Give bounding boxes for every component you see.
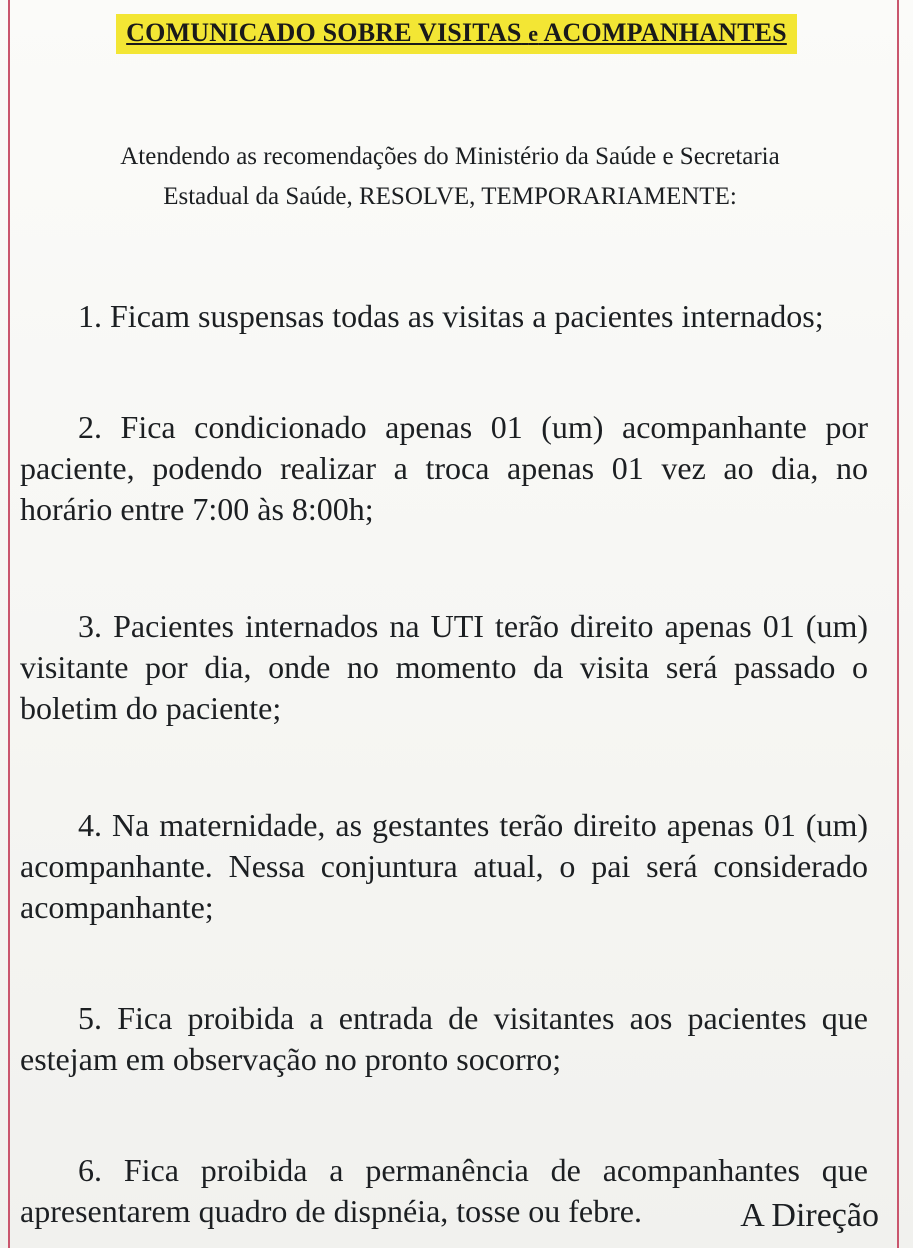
notice-title	[116, 14, 797, 54]
intro-paragraph	[20, 137, 880, 217]
resolution-item-5: 5. Fica proibida a entrada de visitantes aos pacientes que estejam em observação no pronto socorro;	[20, 1000, 868, 1077]
title-conjunction: e	[528, 21, 539, 46]
intro-line-1: Atendendo as recomendações do Ministério da Saúde e Secretaria	[120, 143, 780, 170]
resolution-item-6: 6. Fica proibida a permanência de acompanhantes que apresentarem quadro de dispnéia, tosse ou febre.	[20, 1152, 868, 1229]
resolution-item-2: 2. Fica condicionado apenas 01 (um) acompanhante por paciente, podendo realizar a troca apenas 01 vez ao dia, no horário entre 7:00 às 8:00h;	[20, 409, 868, 527]
resolution-item-4: 4. Na maternidade, as gestantes terão direito apenas 01 (um) acompanhante. Nessa conjuntura atual, o pai será considerado acompanhante;	[20, 807, 868, 925]
title-wrapper	[0, 14, 913, 54]
resolution-item-1: 1. Ficam suspensas todas as visitas a pacientes internados;	[78, 298, 824, 334]
resolution-list	[20, 296, 868, 1232]
title-main: COMUNICADO SOBRE VISITAS	[126, 18, 522, 47]
intro-line-2: Estadual da Saúde, RESOLVE, TEMPORARIAMENTE:	[163, 183, 737, 210]
title-end: ACOMPANHANTES	[543, 18, 787, 47]
right-border-line	[897, 0, 899, 1248]
resolution-item-3: 3. Pacientes internados na UTI terão direito apenas 01 (um) visitante por dia, onde no momento da visita será passado o boletim do paciente;	[20, 608, 868, 726]
signature: A Direção	[740, 1197, 879, 1234]
left-border-line	[8, 0, 10, 1248]
